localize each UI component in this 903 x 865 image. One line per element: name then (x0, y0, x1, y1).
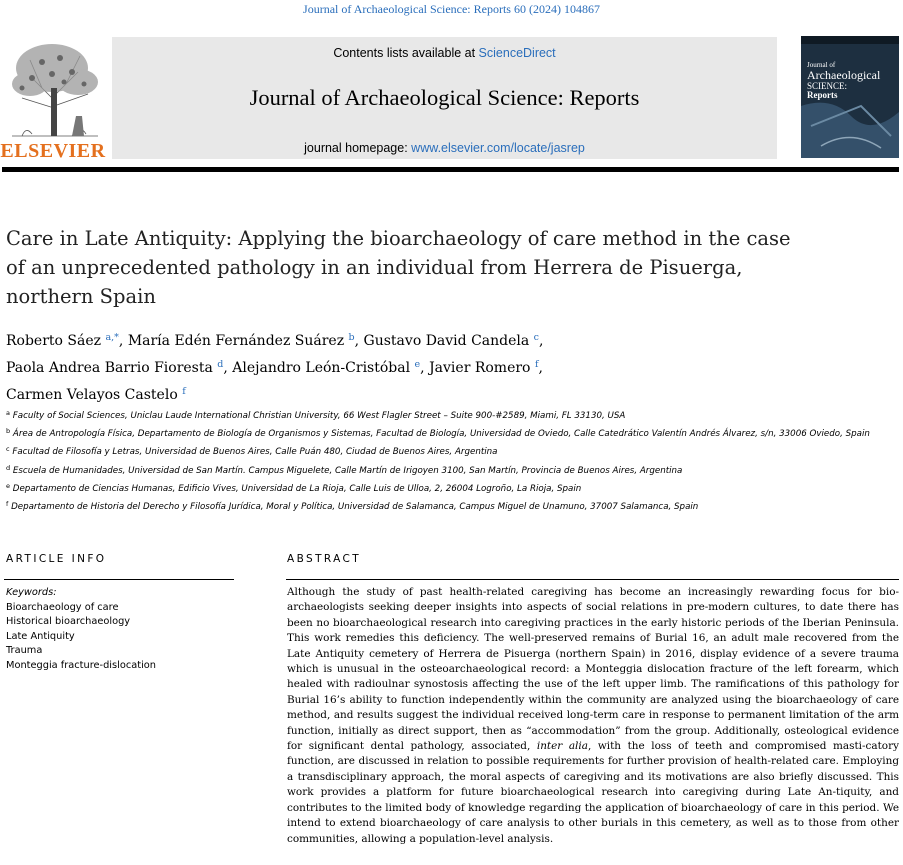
affiliation-text: Facultad de Filosofía y Letras, Universidad de Buenos Aires, Calle Puán 480, Ciudad de Buenos Aires, Argentina (12, 447, 498, 458)
keyword-item: Late Antiquity (6, 630, 75, 642)
journal-homepage-link[interactable]: www.elsevier.com/locate/jasrep (411, 141, 585, 155)
author-separator: , (420, 360, 430, 376)
author-name[interactable]: Alejandro León-Cristóbal (232, 360, 411, 376)
homepage-line (112, 141, 777, 155)
abstract-part-1: Although the study of past health-related caregiving has become an increasingly rewarding focus for bio-archaeologists seeking deeper insights into aspects of social relations in pre-modern cultures, to date there has been no bioarchaeological research into caregiving practices in the early historic periods of the Iberian Peninsula. This work remedies this deficiency. The well-preserved remains of Burial 16, an adult male recovered from the Late Antiquity cemetery of Herrera de Pisuerga (northern Spain) in 2016, display evidence of a severe trauma which is unusual in the osteoarchaeological record: a Monteggia dislocation fracture of the left forearm, which healed with radioulnar synostosis affecting the use of the left upper limb. The ramifications of this pathology for Burial 16’s ability to function independently within the community are analyzed using the bioarchaeology of care method, and results suggest the individual received long-term care in response to permanent limitation of the arm function, initially as direct support, then as “accommodation” from the group. Additionally, osteological evidence for significant dental pathology, associated, (287, 586, 899, 753)
article-info-heading: ARTICLE INFO (6, 553, 107, 565)
author-name[interactable]: Javier Romero (429, 360, 531, 376)
author-affiliation-ref[interactable]: f (534, 359, 539, 370)
affiliation-item (6, 479, 896, 497)
sciencedirect-link[interactable]: ScienceDirect (478, 46, 556, 60)
affiliation-key: b (6, 427, 11, 436)
affiliation-key: e (6, 481, 10, 490)
author-name[interactable]: Roberto Sáez (6, 333, 102, 349)
author-name[interactable]: Gustavo David Candela (363, 333, 530, 349)
abstract-heading: ABSTRACT (287, 553, 362, 565)
affiliation-key: d (6, 463, 11, 472)
affiliation-list (6, 406, 896, 515)
affiliation-key: f (6, 500, 9, 509)
author[interactable] (6, 387, 186, 403)
journal-masthead (112, 37, 777, 159)
cover-line-4: Reports (807, 90, 838, 101)
author-name[interactable]: Carmen Velayos Castelo (6, 387, 178, 403)
author[interactable] (128, 333, 355, 349)
abstract-italic-phrase: inter alia (536, 740, 588, 753)
author[interactable] (232, 360, 420, 376)
author[interactable] (6, 333, 119, 349)
author[interactable] (364, 333, 539, 349)
affiliation-item (6, 406, 896, 424)
keyword-item: Monteggia fracture-dislocation (6, 659, 157, 671)
header-divider (2, 167, 899, 172)
author-affiliation-ref[interactable]: a,* (105, 332, 119, 343)
author-affiliation-ref[interactable]: d (217, 359, 224, 370)
affiliation-key: a (6, 409, 10, 417)
author-separator: , (354, 333, 364, 349)
affiliation-text: Escuela de Humanidades, Universidad de San Martín. Campus Miguelete, Calle Martín de Irigoyen 3100, San Martín, Provincia de Buenos Aires, Argentina (12, 465, 683, 476)
contents-line (112, 46, 777, 60)
author[interactable] (6, 360, 223, 376)
affiliation-key: c (6, 445, 10, 454)
abstract-text (287, 585, 899, 847)
affiliation-text: Área de Antropología Física, Departamento de Biología de Organismos y Sistemas, Facultad de Biología, Universidad de Oviedo, Calle Catedrático Valentín Andrés Álvarez, s/n, 33006 Oviedo, Spain (12, 429, 870, 440)
article-info-divider (4, 579, 234, 580)
author-separator: , (539, 333, 544, 349)
affiliation-item (6, 424, 896, 442)
keywords-block (6, 586, 234, 674)
affiliation-text: Departamento de Ciencias Humanas, Edificio Vives, Universidad de La Rioja, Calle Luis de Ulloa, 2, 26004 Logroño, La Rioja, Spain (12, 483, 582, 494)
author-affiliation-ref[interactable]: f (182, 386, 186, 397)
keywords-label: Keywords: (6, 587, 57, 598)
abstract-part-2: , with the loss of teeth and compromised masti-catory function, are discussed in relation to possible requirements for further provision of health-related care. Employing a transdisciplinary approach, the moral aspects of caregiving and its motivations are also briefly discussed. This work provides a platform for future bioarchaeological research into caregiving during Late An-tiquity, and contributes to the limited body of knowledge regarding the application of bioarchaeology of care in this period. We intend to extend bioarchaeology of care analysis to other burials in this cemetery, as well as to those from other communities, allowing a population-level analysis. (287, 740, 899, 845)
keyword-item: Historical bioarchaeology (6, 616, 131, 628)
author-name[interactable]: María Edén Fernández Suárez (127, 333, 345, 349)
author-affiliation-ref[interactable]: e (414, 359, 421, 370)
journal-name: Journal of Archaeological Science: Reports (249, 85, 640, 110)
affiliation-item (6, 461, 896, 479)
author[interactable] (429, 360, 538, 376)
cover-line-1: Journal of (807, 61, 836, 69)
author-name[interactable]: Paola Andrea Barrio Fioresta (6, 360, 213, 376)
abstract-divider (286, 579, 899, 580)
author-affiliation-ref[interactable]: c (533, 332, 539, 343)
affiliation-item (6, 442, 896, 460)
contents-prefix: Contents lists available at (333, 46, 479, 60)
elsevier-wordmark: ELSEVIER (0, 140, 106, 162)
cover-line-2: Archaeological (807, 68, 881, 83)
cover-line-3: SCIENCE: (807, 80, 848, 91)
keyword-item: Bioarchaeology of care (6, 601, 119, 613)
author-list (6, 326, 826, 407)
affiliation-text: Faculty of Social Sciences, Uniclau Laude International Christian University, 66 West Flagler Street – Suite 900-#2589, Miami, FL 33130, USA (12, 411, 626, 421)
journal-cover-image (801, 36, 899, 158)
affiliation-item (6, 497, 896, 515)
author-affiliation-ref[interactable]: b (348, 332, 355, 343)
journal-citation[interactable]: Journal of Archaeological Science: Reports 60 (2024) 104867 (303, 2, 600, 16)
author-separator: , (538, 360, 543, 376)
article-title: Care in Late Antiquity: Applying the bioarchaeology of care method in the case of an unprecedented pathology in an individual from Herrera de Pisuerga, northern Spain (6, 227, 791, 308)
author-separator: , (223, 360, 233, 376)
author-separator: , (118, 333, 128, 349)
keyword-item: Trauma (6, 645, 43, 657)
affiliation-text: Departamento de Historia del Derecho y Filosofía Jurídica, Moral y Política, Universidad de Salamanca, Campus Miguel de Unamuno, 37007 Salamanca, Spain (11, 502, 699, 513)
homepage-prefix: journal homepage: (304, 141, 412, 155)
